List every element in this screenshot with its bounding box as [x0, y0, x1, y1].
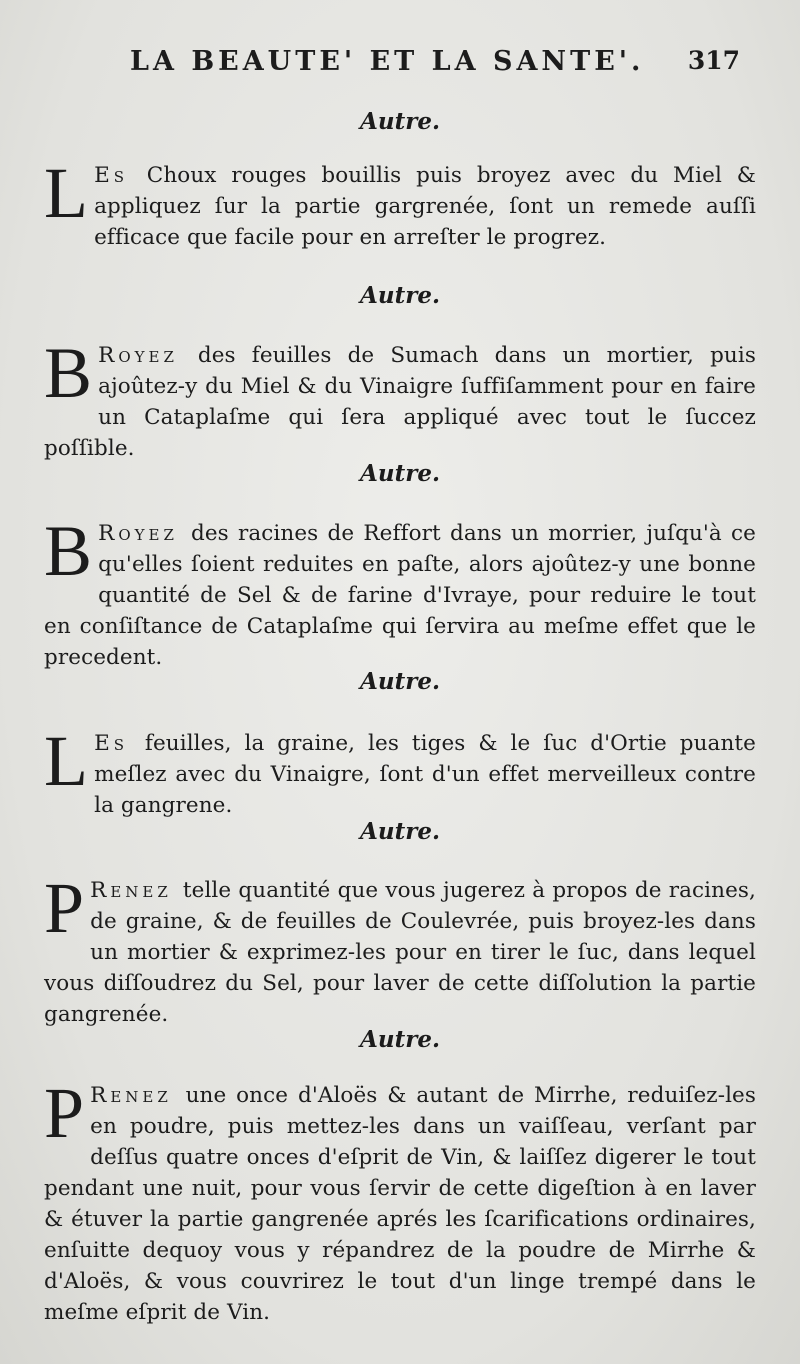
running-head: [130, 46, 740, 86]
opening-word: Royez: [98, 343, 198, 368]
paragraph-text: des feuilles de Sumach dans un mortier, puis ajoûtez-y du Miel & du Vinaigre ſuffiſamment pour en faire un Cataplaſme qui ſera appliqué avec tout le ſuccez poſſible.: [44, 343, 756, 461]
opening-word: Es: [94, 731, 145, 756]
recipe-paragraph: [44, 868, 756, 1030]
paragraph-text: feuilles, la graine, les tiges & le ſuc d'Ortie puante meſlez avec du Vinaigre, ſont d'un effet merveilleux contre la gangrene.: [94, 731, 756, 818]
paragraph-text: des racines de Reffort dans un morrier, juſqu'à ce qu'elles ſoient reduites en paſte, alors ajoûtez-y une bonne quantité de Sel & de farine d'Ivraye, pour reduire le tout en conſiſtance de Cataplaſme qui ſervira au meſme effet que le precedent.: [44, 521, 756, 670]
paragraph-text: telle quantité que vous jugerez à propos de racines, de graine, & de feuilles de Coulevrée, puis broyez-les dans un mortier & exprimez-les pour en tirer le ſuc, dans lequel vous diſſoudrez du Sel, pour laver de cette diſſolution la partie gangrenée.: [44, 878, 756, 1027]
opening-word: Renez: [90, 1083, 186, 1108]
drop-cap: P: [44, 868, 85, 948]
page-number: 317: [687, 46, 740, 75]
recipe-heading: Autre.: [360, 282, 440, 309]
drop-cap: P: [44, 1073, 85, 1153]
recipe-paragraph: [44, 333, 756, 464]
opening-word: Es: [94, 163, 147, 188]
recipe-heading: Autre.: [360, 1026, 440, 1053]
recipe-heading: Autre.: [360, 108, 440, 135]
recipe-paragraph: [44, 153, 756, 253]
recipe-heading: Autre.: [360, 460, 440, 487]
opening-word: Renez: [90, 878, 183, 903]
paragraph-text: Choux rouges bouillis puis broyez avec du Miel & appliquez ſur la partie gargrenée, ſont un remede auſſi efficace que facile pour en arreſter le progrez.: [94, 163, 756, 250]
drop-cap: B: [44, 511, 93, 591]
recipe-heading: Autre.: [360, 818, 440, 845]
recipe-paragraph: [44, 511, 756, 673]
recipe-paragraph: [44, 721, 756, 821]
recipe-heading: Autre.: [360, 668, 440, 695]
opening-word: Royez: [98, 521, 191, 546]
paragraph-text: une once d'Aloës & autant de Mirrhe, reduiſez-les en poudre, puis mettez-les dans un vaiſſeau, verſant par deſſus quatre onces d'eſprit de Vin, & laiſſez digerer le tout pendant une nuit, pour vous ſervir de cette digeſtion à en laver & étuver la partie gangrenée aprés les ſcarifications ordinaires, enſuitte dequoy vous y répandrez de la poudre de Mirrhe & d'Aloës, & vous couvrirez le tout d'un linge trempé dans le meſme eſprit de Vin.: [44, 1083, 756, 1325]
drop-cap: B: [44, 333, 93, 413]
drop-cap: L: [44, 721, 89, 801]
recipe-paragraph: [44, 1073, 756, 1328]
running-title: LA BEAUTE' ET LA SANTE'.: [130, 46, 645, 77]
drop-cap: L: [44, 153, 89, 233]
